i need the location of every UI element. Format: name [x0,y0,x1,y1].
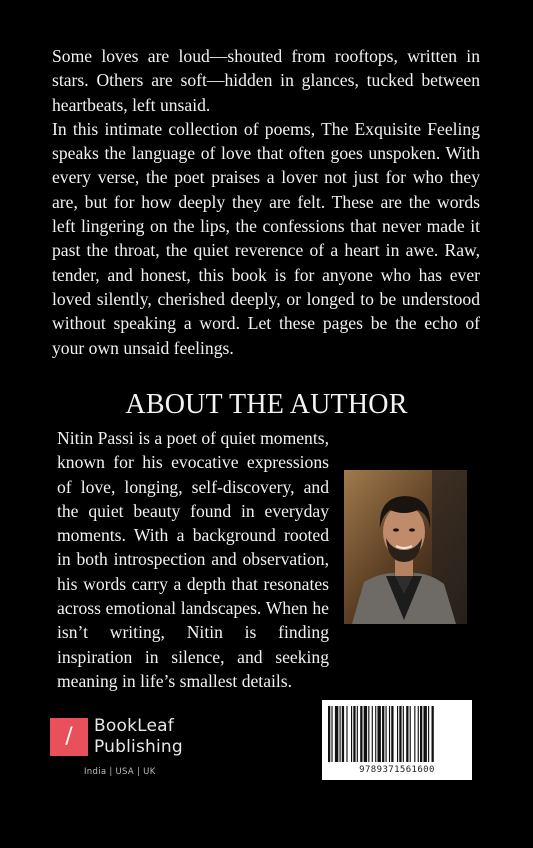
barcode-bar [364,706,367,762]
blurb-paragraph-1: Some loves are loud—shouted from rooftops, written in stars. Others are soft—hidden in glances, tucked between heartbeats, left unsaid. [52,46,480,115]
barcode-bar [397,706,398,762]
barcode-bar [432,706,434,762]
barcode-bar [360,706,362,762]
barcode-bar [375,706,376,762]
barcode-bar [331,706,332,762]
barcode-bar [410,706,411,762]
author-photo [344,470,467,624]
barcode-bar [420,706,422,762]
author-bio: Nitin Passi is a poet of quiet moments, known for his evocative expressions of love, longing, self-discovery, and the quiet beauty found in everyday moments. With a background rooted in both introspection and observation, his words carry a depth that resonates across emotional landscapes. When he isn’t writing, Nitin is finding inspiration in silence, and seeking meaning in life’s smallest details. [57,428,329,691]
barcode-bar [428,706,429,762]
publisher-name: BookLeaf Publishing [94,716,183,757]
barcode-bar [386,706,387,762]
barcode-bars [328,706,466,762]
isbn-number: 9789371561600 [359,765,435,775]
barcode-bar [328,706,330,762]
publisher-regions: India | USA | UK [84,767,156,777]
isbn-barcode [322,700,472,780]
publisher-logo-icon: / [50,718,88,756]
barcode-bar [346,706,347,762]
barcode-bar [406,706,408,762]
barcode-bar [357,706,358,762]
barcode-bar [418,706,419,762]
barcode-bar [342,706,344,762]
barcode-bar [414,706,415,762]
barcode-bar [382,706,384,762]
barcode-bar [403,706,404,762]
barcode-bar [399,706,401,762]
barcode-bar [340,706,341,762]
barcode-bar [391,706,393,762]
barcode-bar [353,706,355,762]
barcode-bar [389,706,390,762]
barcode-bar [368,706,369,762]
barcode-bar [423,706,426,762]
barcode-bar [372,706,373,762]
barcode-bar [377,706,380,762]
about-author-heading: ABOUT THE AUTHOR [125,389,408,420]
barcode-bar [335,706,338,762]
back-cover-blurb [52,44,480,360]
blurb-paragraph-2: In this intimate collection of poems, The Exquisite Feeling speaks the language of love that often goes unspoken. With every verse, the poet praises a lover not just for who they are, but for how deeply they are felt. These are the words left lingering on the lips, the confessions that never made it past the throat, the quiet reverence of a heart in awe. Raw, tender, and honest, this book is for anyone who has ever loved silently, cherished deeply, or longed to be understood without speaking a word. Let these pages be the echo of your own unsaid feelings. [52,118,480,358]
barcode-bar [351,706,352,762]
bookleaf-publishing-logo [50,716,200,762]
